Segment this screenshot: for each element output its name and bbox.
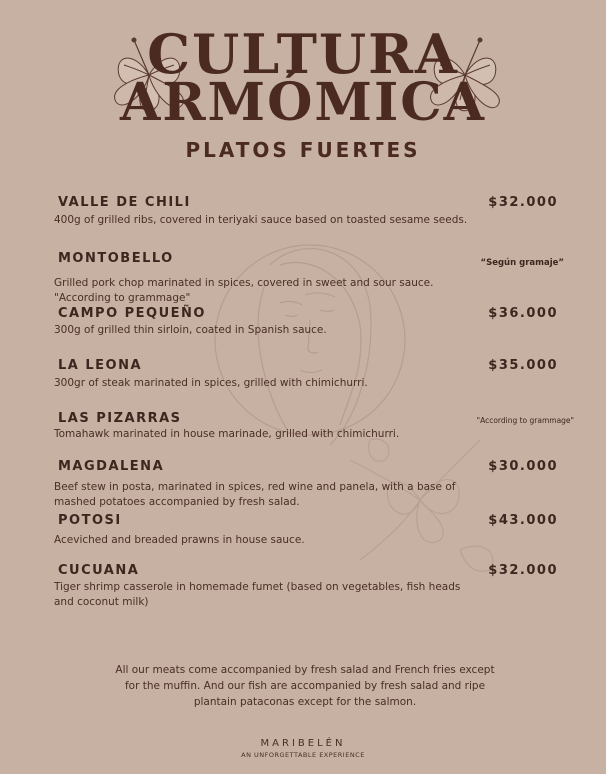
menu-item-price: $30.000	[488, 459, 558, 474]
footer-note: All our meats come accompanied by fresh salad and French fries except for the muffin. And our fish are accompanied by fresh salad and ripe plantain pataconas except for the salmon.	[115, 664, 495, 708]
menu-item-name: CUCUANA	[58, 563, 140, 578]
menu-item-description: 400g of grilled ribs, covered in teriyaki sauce based on toasted sesame seeds.	[54, 214, 468, 226]
menu-item-name: MAGDALENA	[58, 459, 165, 474]
menu-item-price: $32.000	[488, 563, 558, 578]
menu-item-name: VALLE DE CHILI	[58, 195, 191, 210]
menu-item-price: $43.000	[488, 513, 558, 528]
menu-item-description: 300gr of steak marinated in spices, grilled with chimichurri.	[54, 377, 368, 389]
section-title: PLATOS FUERTES	[185, 138, 421, 162]
menu-item-price: $32.000	[488, 195, 558, 210]
menu-item-name: POTOSI	[58, 513, 122, 528]
menu-item	[54, 458, 574, 510]
menu-item-price: $35.000	[488, 358, 558, 373]
footer-brand: MARIBELÉN	[260, 738, 346, 749]
menu-item	[54, 250, 574, 306]
menu-item	[54, 410, 574, 442]
menu-item-description: Beef stew in posta, marinated in spices, red wine and panela, with a base of mashed potatoes accompanied by fresh salad.	[54, 481, 456, 508]
menu-item-description: 300g of grilled thin sirloin, coated in Spanish sauce.	[54, 324, 327, 336]
menu-item-price: "According to grammage"	[476, 416, 574, 425]
brand-title-line2: ARMÓMICA	[119, 72, 487, 133]
menu-item-name: MONTOBELLO	[58, 251, 174, 266]
menu-item	[54, 512, 574, 548]
menu-item-description: Aceviched and breaded prawns in house sauce.	[54, 534, 305, 546]
brand-title-line1: CULTURA	[147, 22, 459, 86]
menu-item-price: “Según gramaje”	[480, 258, 564, 268]
menu-item-description: Tomahawk marinated in house marinade, grilled with chimichurri.	[54, 428, 400, 440]
menu-item-name: LA LEONA	[58, 358, 143, 373]
menu-item	[54, 305, 574, 338]
menu-item-price: $36.000	[488, 306, 558, 321]
menu-item-name: LAS PIZARRAS	[58, 411, 182, 426]
menu-item	[54, 194, 574, 228]
menu-item-description: Tiger shrimp casserole in homemade fumet (based on vegetables, fish heads and coconut milk)	[54, 581, 461, 608]
menu-item-description: Grilled pork chop marinated in spices, covered in sweet and sour sauce. "According to grammage"	[54, 277, 434, 304]
menu-item	[54, 562, 574, 610]
menu-item-name: CAMPO PEQUEÑO	[58, 306, 206, 321]
menu-item	[54, 357, 574, 391]
footer-tagline: AN UNFORGETTABLE EXPERIENCE	[241, 751, 365, 759]
